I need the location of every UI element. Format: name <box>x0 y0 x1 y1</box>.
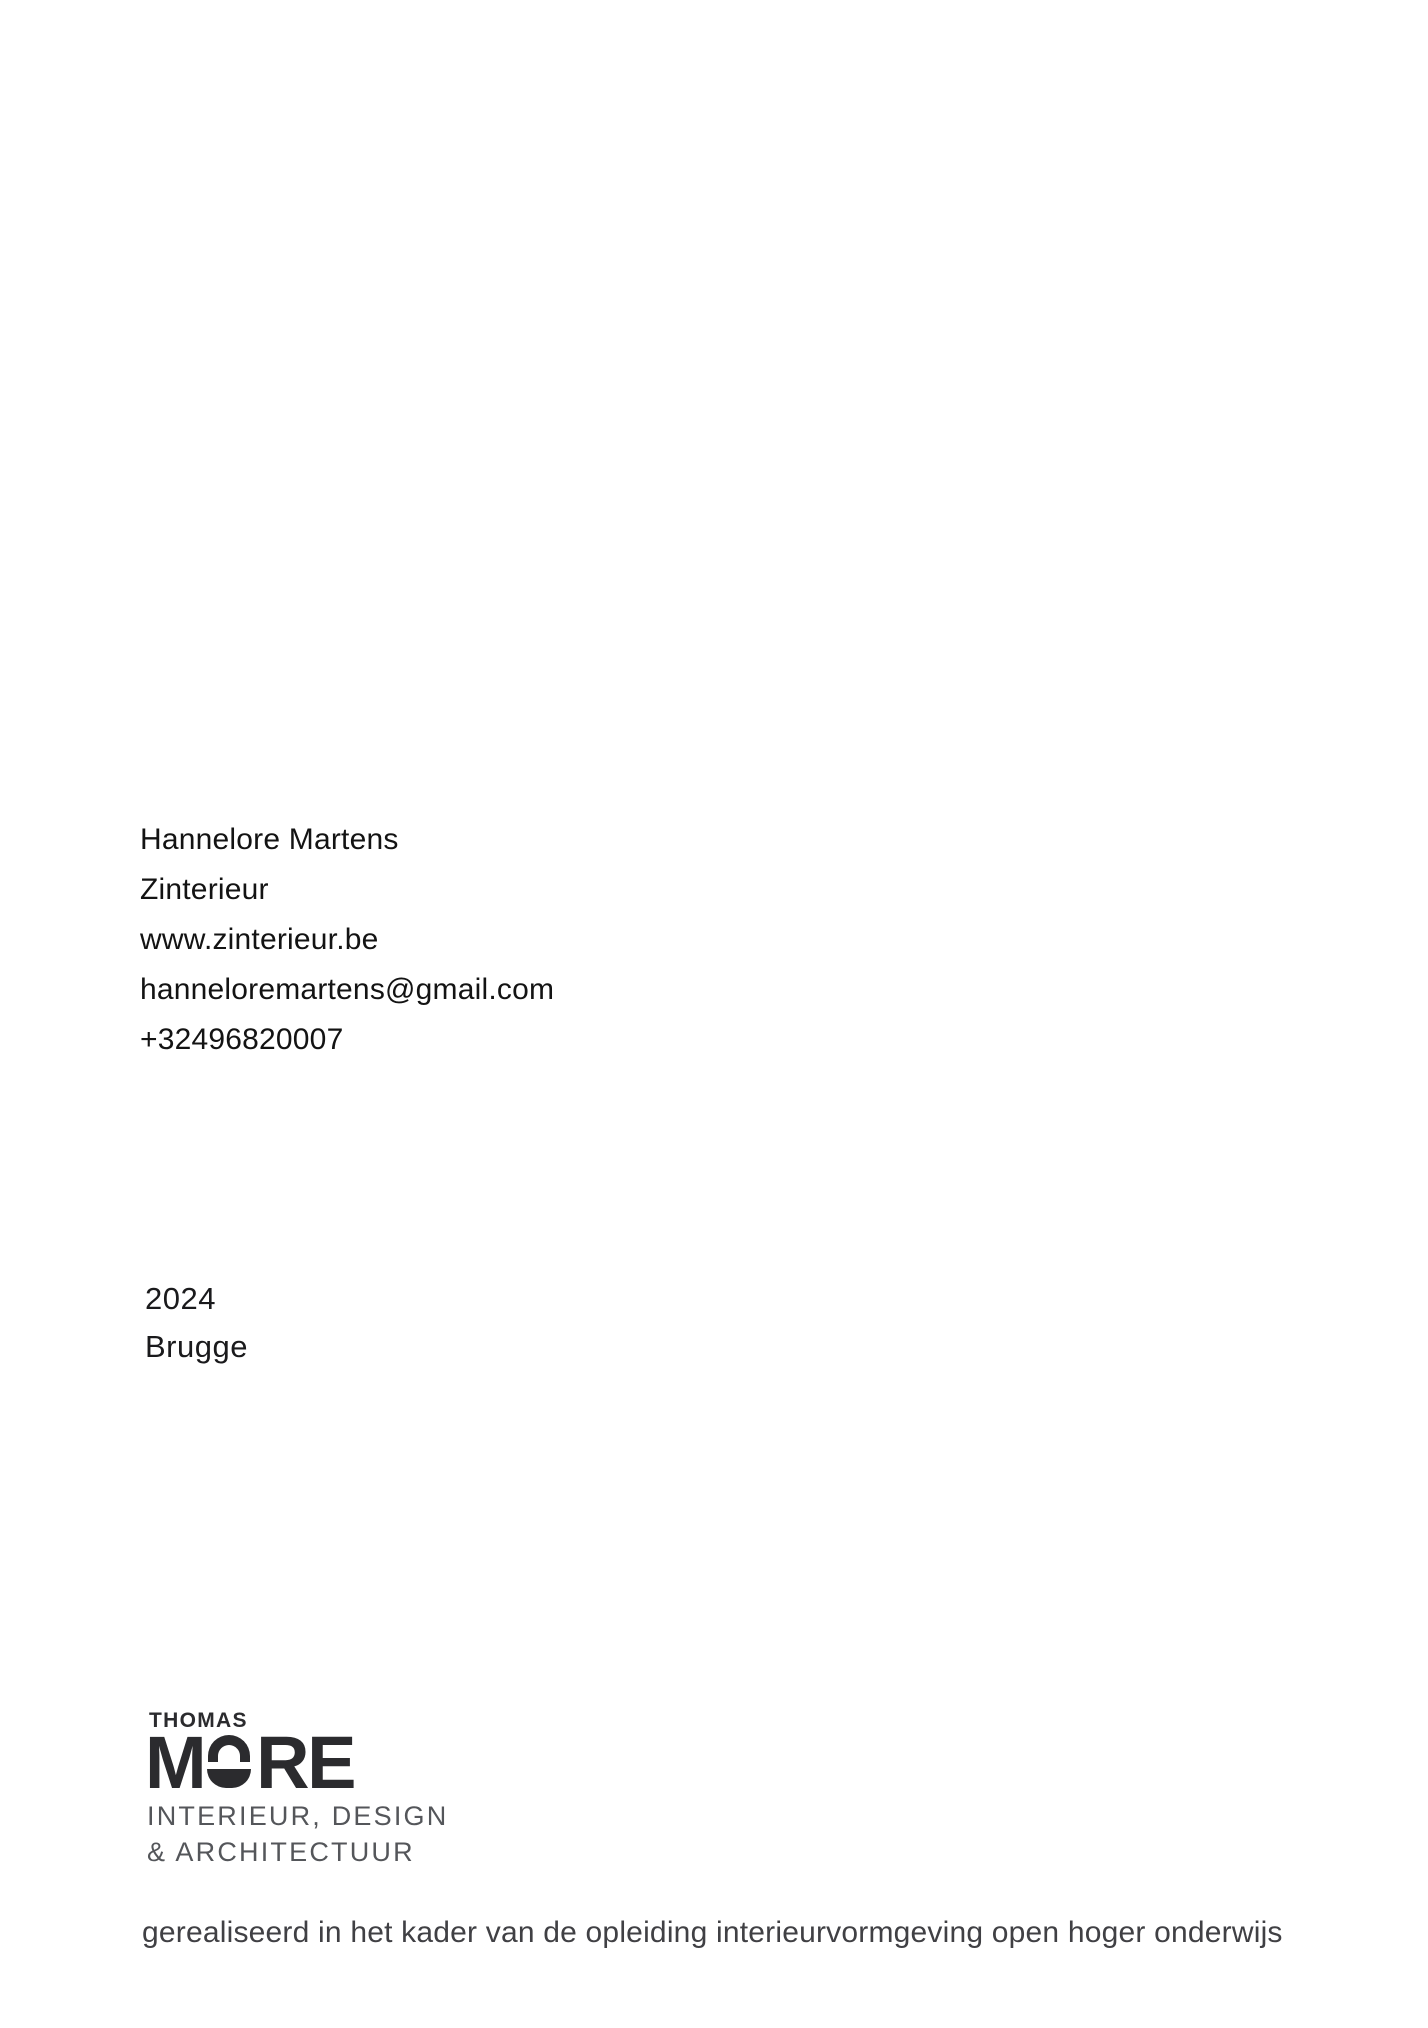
more-o-icon <box>206 1735 252 1788</box>
email-address: hanneloremartens@gmail.com <box>140 973 555 1006</box>
logo-thomas-text: THOMAS <box>149 1709 248 1732</box>
publication-block <box>145 1275 248 1371</box>
author-name: Hannelore Martens <box>140 823 399 856</box>
more-o-disk-shape <box>207 1769 251 1788</box>
publication-city: Brugge <box>145 1329 248 1364</box>
more-o-arch-shape <box>208 1735 250 1762</box>
footer-note: gerealiseerd in het kader van de opleiding interieurvormgeving open hoger onderwijs <box>142 1916 1283 1949</box>
logo-subtitle <box>147 1798 448 1870</box>
logo-subtitle-line2: & ARCHITECTUUR <box>147 1837 415 1867</box>
more-letters-re: RE <box>256 1721 354 1804</box>
more-letter-m: M <box>145 1721 205 1804</box>
studio-name: Zinterieur <box>140 873 269 906</box>
website-url: www.zinterieur.be <box>140 923 379 956</box>
publication-year: 2024 <box>145 1281 216 1316</box>
phone-number: +32496820007 <box>140 1023 344 1056</box>
logo-more-wordmark <box>145 1721 354 1804</box>
contact-block <box>140 815 554 1065</box>
logo-subtitle-line1: INTERIEUR, DESIGN <box>147 1801 449 1831</box>
